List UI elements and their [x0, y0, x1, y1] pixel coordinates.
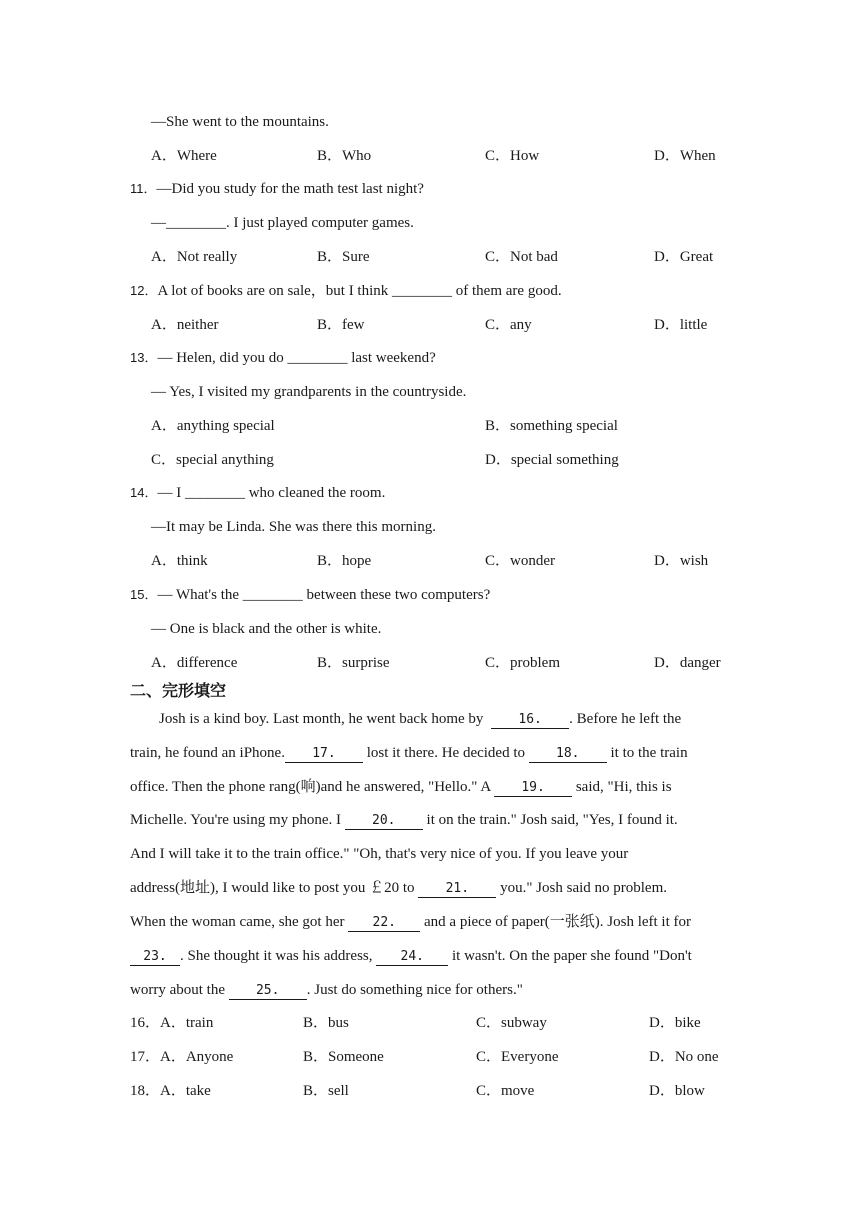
q12-option-b: B．few: [317, 317, 365, 333]
q17-number: 17．: [130, 1049, 161, 1065]
q18-option-d: D．blow: [649, 1083, 705, 1099]
blank-20: 20.: [345, 812, 423, 830]
blank-16: 16.: [491, 711, 569, 729]
blank-19: 19.: [494, 779, 572, 797]
q16-number: 16．: [130, 1015, 161, 1031]
passage-line-9: [130, 980, 523, 1000]
q10-option-c: C．How: [485, 148, 540, 164]
q12-question-line: [130, 281, 562, 301]
q12-option-a: A．neither: [151, 317, 219, 333]
q18-option-c: C．move: [476, 1083, 535, 1099]
q15-option-b: B．surprise: [317, 655, 390, 671]
passage-line-7: [130, 912, 691, 932]
q11-question: —Did you study for the math test last night?: [156, 181, 424, 197]
q15-option-c: C．problem: [485, 655, 560, 671]
passage-text: address(地址), I would like to post you ￡20 to: [130, 880, 415, 896]
q16-option-c: C．subway: [476, 1015, 547, 1031]
passage-line-5: And I will take it to the train office." "Oh, that's very nice of you. If you leave your: [130, 846, 629, 862]
passage-text: . Just do something nice for others.": [306, 982, 523, 998]
q11-answer: —________. I just played computer games.: [151, 215, 414, 231]
q18-option-a: [130, 1081, 211, 1101]
blank-21: 21.: [418, 880, 496, 898]
q14-answer: —It may be Linda. She was there this morning.: [151, 519, 436, 535]
q13-answer: — Yes, I visited my grandparents in the countryside.: [151, 384, 467, 400]
q18-option-a-text: A．take: [160, 1083, 211, 1099]
q15-number: 15．: [130, 587, 158, 602]
q16-option-a-text: A．train: [160, 1015, 214, 1031]
q12-question: A lot of books are on sale，but I think ________ of them are good.: [157, 283, 562, 299]
q13-number: 13．: [130, 350, 158, 365]
blank-24: 24.: [376, 948, 448, 966]
q18-option-b: B．sell: [303, 1083, 349, 1099]
passage-text: worry about the: [130, 982, 225, 998]
q14-option-c: C．wonder: [485, 553, 555, 569]
q15-question: — What's the ________ between these two computers?: [157, 587, 491, 603]
q17-option-d: D．No one: [649, 1049, 719, 1065]
q13-question: — Helen, did you do ________ last weekend?: [157, 350, 436, 366]
q11-option-b: B．Sure: [317, 249, 370, 265]
blank-23: 23.: [130, 948, 180, 966]
passage-text: . She thought it was his address,: [180, 948, 373, 964]
q14-number: 14．: [130, 485, 158, 500]
q17-option-c: C．Everyone: [476, 1049, 559, 1065]
passage-line-3: [130, 777, 672, 797]
q14-option-a: A．think: [151, 553, 208, 569]
passage-line-8: [130, 946, 692, 966]
passage-text: Josh is a kind boy. Last month, he went back home by: [159, 711, 484, 727]
passage-line-6: [130, 878, 667, 898]
q15-answer: — One is black and the other is white.: [151, 621, 382, 637]
q10-option-d: D．When: [654, 148, 716, 164]
blank-18: 18.: [529, 745, 607, 763]
passage-line-4: [130, 810, 678, 830]
section-heading: 二、完形填空: [130, 681, 227, 700]
q14-option-d: D．wish: [654, 553, 709, 569]
passage-text: office. Then the phone rang(响)and he answered, "Hello." A: [130, 779, 491, 795]
passage-text: it to the train: [610, 745, 688, 761]
passage-text: you." Josh said no problem.: [500, 880, 668, 896]
q13-option-a: A．anything special: [151, 418, 275, 434]
q14-question: — I ________ who cleaned the room.: [157, 485, 386, 501]
q10-answer: —She went to the mountains.: [151, 114, 329, 130]
q18-number: 18．: [130, 1083, 161, 1099]
q16-option-d: D．bike: [649, 1015, 701, 1031]
q12-number: 12．: [130, 283, 158, 298]
blank-22: 22.: [348, 914, 420, 932]
q10-option-b: B．Who: [317, 148, 372, 164]
q14-question-line: [130, 483, 385, 503]
q17-option-a: [130, 1047, 233, 1067]
q13-option-b: B．something special: [485, 418, 618, 434]
passage-text: When the woman came, she got her: [130, 914, 345, 930]
q11-question-line: [130, 179, 424, 199]
q16-option-a: [130, 1013, 213, 1033]
q11-option-c: C．Not bad: [485, 249, 558, 265]
q15-question-line: [130, 585, 490, 605]
q17-option-a-text: A．Anyone: [160, 1049, 234, 1065]
q12-option-d: D．little: [654, 317, 708, 333]
passage-text: train, he found an iPhone.: [130, 745, 285, 761]
blank-25: 25.: [229, 982, 307, 1000]
q17-option-b: B．Someone: [303, 1049, 384, 1065]
passage-text: it on the train." Josh said, "Yes, I found it.: [426, 812, 678, 828]
passage-text: it wasn't. On the paper she found "Don't: [452, 948, 692, 964]
passage-line-2: [130, 743, 688, 763]
blank-17: 17.: [285, 745, 363, 763]
q16-option-b: B．bus: [303, 1015, 349, 1031]
q12-option-c: C．any: [485, 317, 532, 333]
q11-option-a: A．Not really: [151, 249, 238, 265]
passage-line-1: [159, 709, 681, 729]
passage-text: said, "Hi, this is: [575, 779, 672, 795]
q13-option-c: C．special anything: [151, 452, 274, 468]
q13-question-line: [130, 348, 436, 368]
q11-number: 11．: [130, 181, 157, 196]
q15-option-a: A．difference: [151, 655, 238, 671]
q10-option-a: A．Where: [151, 148, 217, 164]
passage-text: Michelle. You're using my phone. I: [130, 812, 342, 828]
q14-option-b: B．hope: [317, 553, 372, 569]
q15-option-d: D．danger: [654, 655, 721, 671]
passage-text: lost it there. He decided to: [366, 745, 526, 761]
passage-text: and a piece of paper(一张纸). Josh left it for: [424, 914, 692, 930]
q11-option-d: D．Great: [654, 249, 714, 265]
q13-option-d: D．special something: [485, 452, 619, 468]
passage-text: . Before he left the: [569, 711, 682, 727]
